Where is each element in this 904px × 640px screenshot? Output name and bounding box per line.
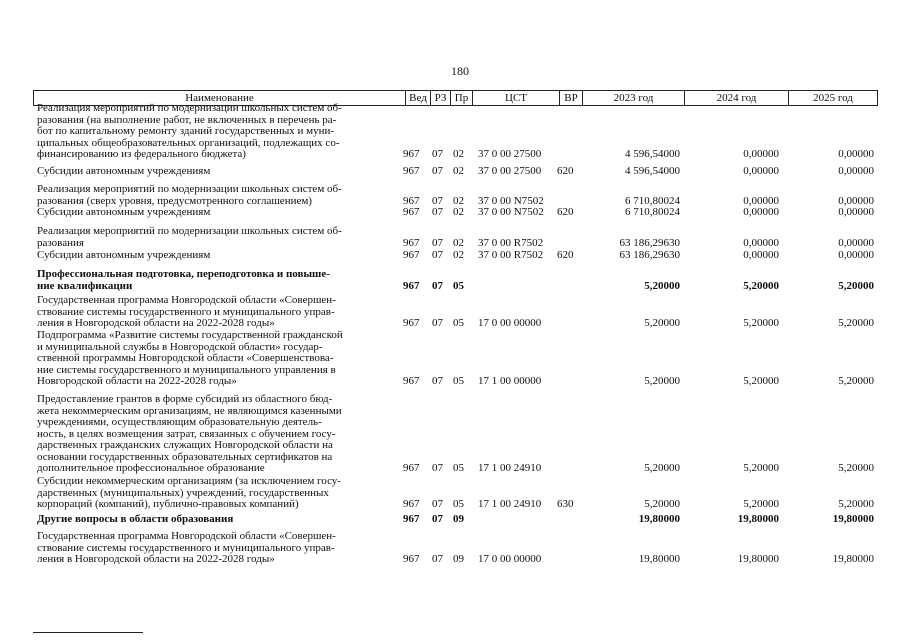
row-pr: 02 [453,236,464,249]
row-pr: 05 [453,498,464,510]
row-2024: 5,20000 [743,279,779,292]
row-ved: 967 [403,236,420,249]
row-2023: 63 186,29630 [619,249,680,261]
row-2023: 4 596,54000 [625,165,680,177]
row-ved: 967 [403,462,420,474]
row-2024: 0,00000 [743,206,779,218]
row-2023: 63 186,29630 [619,236,680,249]
row-2025: 0,00000 [838,249,874,261]
row-pr: 05 [453,375,464,387]
row-name: Субсидии автономным учреждениям [37,206,211,218]
row-cst: 37 0 00 R7502 [478,249,544,261]
row-name: Предоставление грантов в форме субсидий из областного бюд- жета некоммерческим организациям, не являющимся казенными учреждениями, осуществляющим образовательную деятель- ность, в целях возмещения затрат, связанных с обучением госу- дарственных гражданских служащих Новгородской области на основании государственных образовательных сертификатов на дополнительное профессиональное образование [37,393,342,474]
row-pr: 02 [453,249,464,261]
page-number: 180 [451,64,469,78]
row-2025: 0,00000 [838,148,874,160]
row-cst: 17 1 00 00000 [478,375,542,387]
row-pr: 05 [453,462,464,474]
row-pr: 02 [453,165,464,177]
row-2025: 5,20000 [838,462,874,474]
row-cst: 37 0 00 27500 [478,148,542,160]
row-2023: 4 596,54000 [625,148,680,160]
header-name: Наименование [34,91,406,105]
row-cst: 17 1 00 24910 [478,462,542,474]
header-pr: Пр [451,91,473,105]
row-name: Субсидии автономным учреждениям [37,165,211,177]
row-ved: 967 [403,194,420,207]
row-pr: 02 [453,194,464,207]
row-ved: 967 [403,513,420,525]
row-2023: 5,20000 [644,279,680,292]
row-ved: 967 [403,279,420,292]
row-name: Подпрограмма «Развитие системы государственной гражданской и муниципальной службы в Новгородской области» государ- ственной программы Новгородской области «Совершенствова- ние системы государственного и муниципального управления в Новгородской области на 2022-2028 годы» [37,329,343,387]
header-2024: 2024 год [685,91,789,105]
row-2024: 0,00000 [743,249,779,261]
row-2025: 0,00000 [838,236,874,249]
row-2025: 0,00000 [838,194,874,207]
row-ved: 967 [403,206,420,218]
row-pr: 02 [453,206,464,218]
row-cst: 37 0 00 27500 [478,165,542,177]
row-vr: 630 [557,498,574,510]
row-pr: 05 [453,279,464,292]
footnote-divider [33,632,143,633]
row-2025: 5,20000 [838,279,874,292]
row-2024: 0,00000 [743,236,779,249]
row-2024: 5,20000 [743,375,779,387]
row-name: Реализация мероприятий по модернизации школьных систем об- разования [37,225,342,249]
row-rz: 07 [432,317,443,329]
row-ved: 967 [403,375,420,387]
row-2023: 5,20000 [644,498,680,510]
row-rz: 07 [432,236,443,249]
header-2025: 2025 год [813,92,853,104]
row-rz: 07 [432,498,443,510]
row-rz: 07 [432,165,443,177]
row-ved: 967 [403,553,420,565]
row-2024: 5,20000 [743,498,779,510]
row-2025: 19,80000 [832,553,874,565]
row-rz: 07 [432,375,443,387]
header-vr: ВР [560,91,583,105]
row-rz: 07 [432,553,443,565]
row-2024: 0,00000 [743,165,779,177]
header-2023: 2023 год [583,91,685,105]
row-pr: 09 [453,553,464,565]
row-2025: 19,80000 [832,513,874,525]
row-2024: 5,20000 [743,462,779,474]
row-2023: 19,80000 [638,513,680,525]
row-rz: 07 [432,206,443,218]
row-ved: 967 [403,165,420,177]
row-name: Реализация мероприятий по модернизации школьных систем об- разования (на выполнение работ, не включенных в перечень ра- бот по капитальному ремонту зданий государственных и муни- ципальных общеобразовательных организаций, подлежащих со- финансированию из федерального бюджета) [37,102,342,160]
row-cst: 17 0 00 00000 [478,553,542,565]
row-rz: 07 [432,194,443,207]
row-vr: 620 [557,206,574,218]
row-2025: 0,00000 [838,165,874,177]
row-cst: 37 0 00 R7502 [478,236,544,249]
row-rz: 07 [432,249,443,261]
row-2025: 5,20000 [838,498,874,510]
row-pr: 05 [453,317,464,329]
row-2023: 6 710,80024 [625,206,680,218]
row-2024: 0,00000 [743,194,779,207]
row-cst: 37 0 00 N7502 [478,206,544,218]
row-2024: 19,80000 [737,553,779,565]
row-name: Другие вопросы в области образования [37,513,234,525]
row-name: Субсидии автономным учреждениям [37,249,211,261]
row-name: Государственная программа Новгородской области «Совершен- ствование системы государственного и муниципального управ- ления в Новгородской области на 2022-2028 годы» [37,294,336,329]
row-2023: 5,20000 [644,317,680,329]
row-2024: 5,20000 [743,317,779,329]
row-vr: 620 [557,249,574,261]
header-cst: ЦСТ [473,91,560,105]
row-name: Субсидии некоммерческим организациям (за исключением госу- дарственных (муниципальных) учреждений, государственных корпораций (компаний), публично-правовых компаний) [37,475,341,510]
row-2025: 5,20000 [838,317,874,329]
header-ved: Вед [406,91,431,105]
row-2023: 19,80000 [638,553,680,565]
row-cst: 17 0 00 00000 [478,317,542,329]
row-name: Реализация мероприятий по модернизации школьных систем об- разования (сверх уровня, предусмотренного соглашением) [37,183,342,207]
row-rz: 07 [432,279,443,292]
row-2023: 6 710,80024 [625,194,680,207]
header-rz: РЗ [431,91,451,105]
row-2024: 19,80000 [737,513,779,525]
row-rz: 07 [432,513,443,525]
row-2024: 0,00000 [743,148,779,160]
row-name: Государственная программа Новгородской области «Совершен- ствование системы государственного и муниципального управ- ления в Новгородской области на 2022-2028 годы» [37,530,336,565]
row-ved: 967 [403,249,420,261]
row-ved: 967 [403,148,420,160]
row-ved: 967 [403,317,420,329]
row-cst: 37 0 00 N7502 [478,194,544,207]
row-cst: 17 1 00 24910 [478,498,542,510]
row-2023: 5,20000 [644,375,680,387]
row-2023: 5,20000 [644,462,680,474]
row-rz: 07 [432,148,443,160]
row-rz: 07 [432,462,443,474]
row-vr: 620 [557,165,574,177]
row-pr: 02 [453,148,464,160]
row-2025: 0,00000 [838,206,874,218]
row-2025: 5,20000 [838,375,874,387]
row-name: Профессиональная подготовка, переподготовка и повыше- ние квалификации [37,268,330,292]
row-ved: 967 [403,498,420,510]
row-pr: 09 [453,513,464,525]
